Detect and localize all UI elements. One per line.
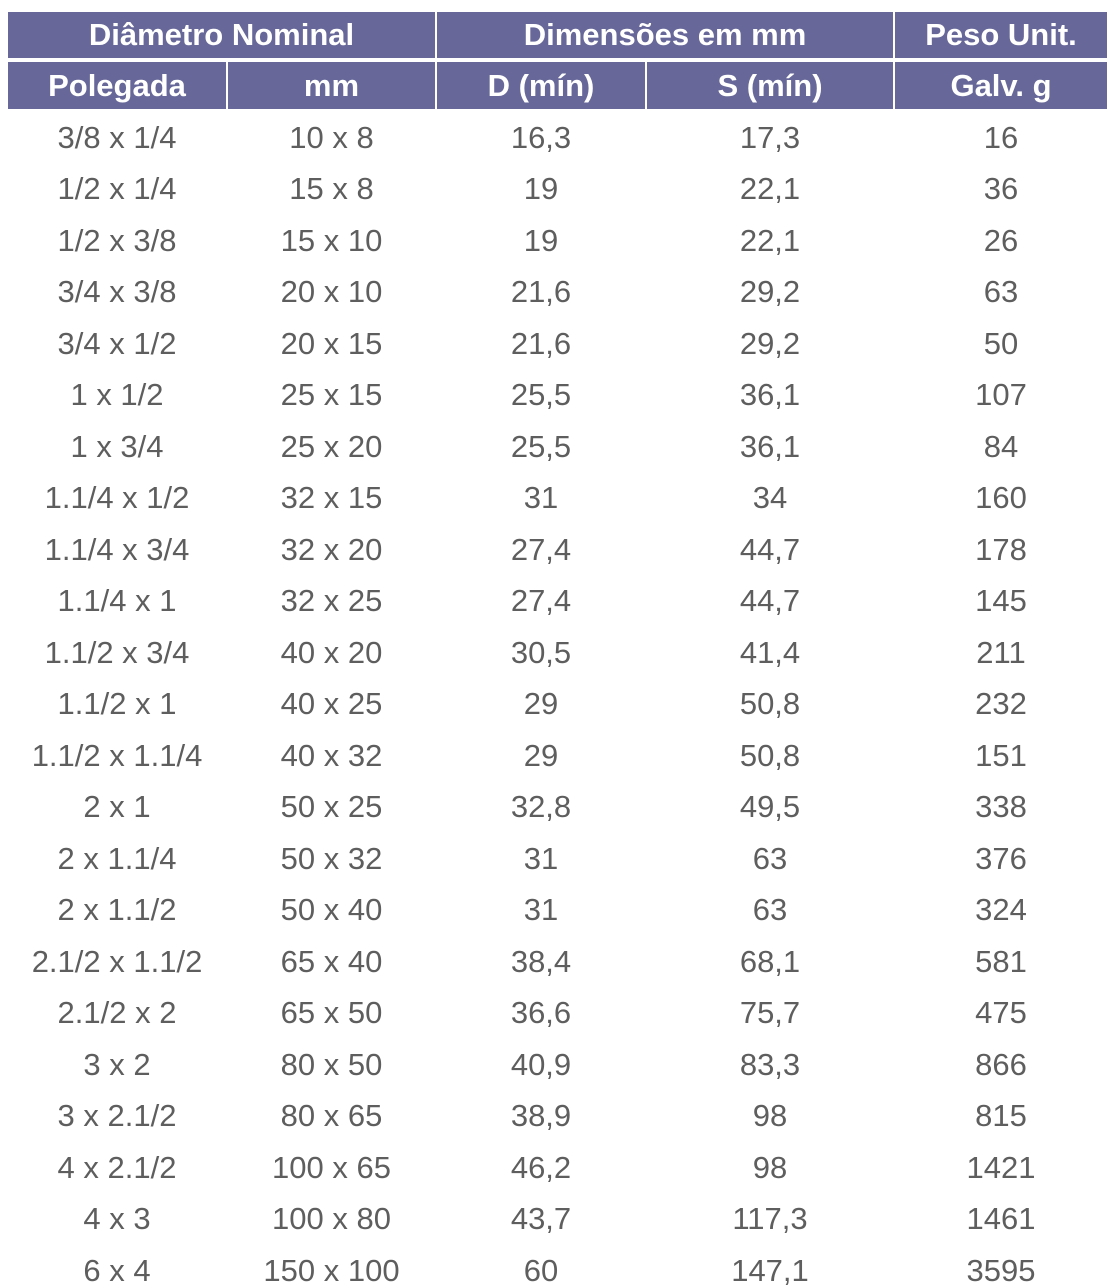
- table-row: [0, 112, 1108, 164]
- cell-peso: 376: [975, 840, 1027, 876]
- cell-polegada: 1.1/4 x 1/2: [44, 480, 190, 516]
- cell-s-min: 63: [752, 840, 788, 876]
- header-d-min: D (mín): [437, 62, 645, 109]
- cell-d-min: 60: [523, 1252, 559, 1288]
- table-row: [0, 1091, 1108, 1143]
- cell-peso: 324: [975, 892, 1027, 928]
- table-row: [0, 370, 1108, 422]
- cell-s-min: 36,1: [739, 428, 801, 464]
- cell-s-min: 29,2: [739, 274, 801, 310]
- header-dimensoes: Dimensões em mm: [437, 12, 893, 58]
- cell-d-min: 30,5: [510, 634, 572, 670]
- cell-peso: 338: [975, 789, 1027, 825]
- cell-peso: 866: [975, 1046, 1027, 1082]
- cell-polegada: 3 x 2: [83, 1046, 151, 1082]
- cell-d-min: 31: [523, 840, 559, 876]
- header-s-min: S (mín): [647, 62, 893, 109]
- table-row: [0, 936, 1108, 988]
- table-row: [0, 473, 1108, 525]
- cell-mm: 40 x 25: [280, 686, 383, 722]
- cell-peso: 16: [983, 119, 1019, 155]
- cell-d-min: 27,4: [510, 583, 572, 619]
- cell-polegada: 2 x 1.1/4: [57, 840, 177, 876]
- cell-polegada: 1 x 1/2: [70, 377, 164, 413]
- cell-peso: 815: [975, 1098, 1027, 1134]
- table-row: [0, 627, 1108, 679]
- cell-d-min: 46,2: [510, 1149, 572, 1185]
- cell-d-min: 43,7: [510, 1201, 572, 1237]
- cell-d-min: 25,5: [510, 428, 572, 464]
- cell-polegada: 4 x 3: [83, 1201, 151, 1237]
- cell-mm: 50 x 32: [280, 840, 383, 876]
- cell-polegada: 1/2 x 1/4: [57, 171, 177, 207]
- header-peso-unit: Peso Unit.: [895, 12, 1107, 58]
- header-mm: mm: [228, 62, 435, 109]
- cell-mm: 10 x 8: [289, 119, 374, 155]
- cell-peso: 26: [983, 222, 1019, 258]
- cell-peso: 36: [983, 171, 1019, 207]
- cell-peso: 63: [983, 274, 1019, 310]
- table-row: [0, 267, 1108, 319]
- cell-peso: 1461: [966, 1201, 1036, 1237]
- cell-peso: 178: [975, 531, 1027, 567]
- table-row: [0, 679, 1108, 731]
- cell-mm: 32 x 25: [280, 583, 383, 619]
- cell-d-min: 31: [523, 480, 559, 516]
- cell-mm: 80 x 50: [280, 1046, 383, 1082]
- cell-polegada: 1.1/2 x 1: [57, 686, 177, 722]
- cell-peso: 475: [975, 995, 1027, 1031]
- cell-mm: 20 x 15: [280, 325, 383, 361]
- table-row: [0, 988, 1108, 1040]
- cell-d-min: 31: [523, 892, 559, 928]
- cell-peso: 50: [983, 325, 1019, 361]
- cell-peso: 232: [975, 686, 1027, 722]
- cell-s-min: 68,1: [739, 943, 801, 979]
- cell-d-min: 36,6: [510, 995, 572, 1031]
- cell-d-min: 29: [523, 686, 559, 722]
- cell-peso: 1421: [966, 1149, 1036, 1185]
- cell-s-min: 98: [752, 1098, 788, 1134]
- table-row: [0, 885, 1108, 937]
- cell-polegada: 2 x 1.1/2: [57, 892, 177, 928]
- cell-s-min: 50,8: [739, 737, 801, 773]
- cell-d-min: 21,6: [510, 325, 572, 361]
- cell-polegada: 2 x 1: [83, 789, 151, 825]
- cell-s-min: 75,7: [739, 995, 801, 1031]
- cell-mm: 25 x 15: [280, 377, 383, 413]
- cell-s-min: 36,1: [739, 377, 801, 413]
- cell-d-min: 40,9: [510, 1046, 572, 1082]
- cell-polegada: 1.1/2 x 3/4: [44, 634, 190, 670]
- cell-d-min: 29: [523, 737, 559, 773]
- table-row: [0, 1039, 1108, 1091]
- cell-mm: 40 x 20: [280, 634, 383, 670]
- cell-mm: 15 x 10: [280, 222, 383, 258]
- cell-mm: 40 x 32: [280, 737, 383, 773]
- table-row: [0, 730, 1108, 782]
- table-row: [0, 833, 1108, 885]
- cell-d-min: 27,4: [510, 531, 572, 567]
- cell-polegada: 6 x 4: [83, 1252, 151, 1288]
- cell-mm: 32 x 15: [280, 480, 383, 516]
- cell-s-min: 17,3: [739, 119, 801, 155]
- cell-d-min: 16,3: [510, 119, 572, 155]
- cell-d-min: 19: [523, 171, 559, 207]
- cell-mm: 150 x 100: [263, 1252, 400, 1288]
- cell-polegada: 1.1/2 x 1.1/4: [31, 737, 203, 773]
- table-row: [0, 1142, 1108, 1194]
- cell-peso: 3595: [966, 1252, 1036, 1288]
- cell-peso: 84: [983, 428, 1019, 464]
- cell-s-min: 117,3: [732, 1201, 808, 1237]
- cell-peso: 107: [975, 377, 1027, 413]
- cell-polegada: 1.1/4 x 1: [57, 583, 177, 619]
- cell-s-min: 34: [752, 480, 788, 516]
- cell-d-min: 21,6: [510, 274, 572, 310]
- cell-mm: 20 x 10: [280, 274, 383, 310]
- cell-polegada: 1.1/4 x 3/4: [44, 531, 190, 567]
- cell-mm: 100 x 65: [272, 1149, 391, 1185]
- cell-mm: 50 x 40: [280, 892, 383, 928]
- cell-s-min: 147,1: [731, 1252, 809, 1288]
- table-row: [0, 1245, 1108, 1288]
- cell-polegada: 4 x 2.1/2: [57, 1149, 177, 1185]
- cell-polegada: 2.1/2 x 2: [57, 995, 177, 1031]
- cell-s-min: 29,2: [739, 325, 801, 361]
- cell-s-min: 98: [752, 1149, 788, 1185]
- cell-mm: 65 x 40: [280, 943, 383, 979]
- table-row: [0, 215, 1108, 267]
- cell-s-min: 83,3: [739, 1046, 801, 1082]
- table-row: [0, 576, 1108, 628]
- cell-peso: 581: [975, 943, 1027, 979]
- cell-polegada: 1/2 x 3/8: [57, 222, 177, 258]
- table-row: [0, 524, 1108, 576]
- table-row: [0, 318, 1108, 370]
- cell-d-min: 38,4: [510, 943, 572, 979]
- cell-polegada: 3/4 x 3/8: [57, 274, 177, 310]
- cell-s-min: 44,7: [739, 583, 801, 619]
- cell-s-min: 50,8: [739, 686, 801, 722]
- table-row: [0, 421, 1108, 473]
- cell-s-min: 22,1: [739, 222, 801, 258]
- cell-mm: 50 x 25: [280, 789, 383, 825]
- cell-peso: 160: [975, 480, 1027, 516]
- table-row: [0, 782, 1108, 834]
- cell-s-min: 44,7: [739, 531, 801, 567]
- cell-d-min: 32,8: [510, 789, 572, 825]
- cell-polegada: 1 x 3/4: [70, 428, 164, 464]
- cell-d-min: 19: [523, 222, 559, 258]
- cell-polegada: 2.1/2 x 1.1/2: [31, 943, 203, 979]
- cell-d-min: 25,5: [510, 377, 572, 413]
- cell-peso: 145: [975, 583, 1027, 619]
- cell-polegada: 3 x 2.1/2: [57, 1098, 177, 1134]
- table-row: [0, 164, 1108, 216]
- cell-polegada: 3/8 x 1/4: [57, 119, 177, 155]
- cell-mm: 65 x 50: [280, 995, 383, 1031]
- header-galv: Galv. g: [895, 62, 1107, 109]
- cell-s-min: 63: [752, 892, 788, 928]
- header-polegada: Polegada: [8, 62, 226, 109]
- cell-mm: 25 x 20: [280, 428, 383, 464]
- cell-mm: 15 x 8: [289, 171, 374, 207]
- cell-mm: 32 x 20: [280, 531, 383, 567]
- table-row: [0, 1194, 1108, 1246]
- cell-s-min: 49,5: [739, 789, 801, 825]
- cell-mm: 80 x 65: [280, 1098, 383, 1134]
- header-diametro-nominal: Diâmetro Nominal: [8, 12, 435, 58]
- cell-mm: 100 x 80: [272, 1201, 391, 1237]
- cell-polegada: 3/4 x 1/2: [57, 325, 177, 361]
- cell-s-min: 22,1: [739, 171, 801, 207]
- cell-peso: 151: [975, 737, 1027, 773]
- cell-d-min: 38,9: [510, 1098, 572, 1134]
- cell-peso: 211: [976, 634, 1026, 670]
- cell-s-min: 41,4: [739, 634, 801, 670]
